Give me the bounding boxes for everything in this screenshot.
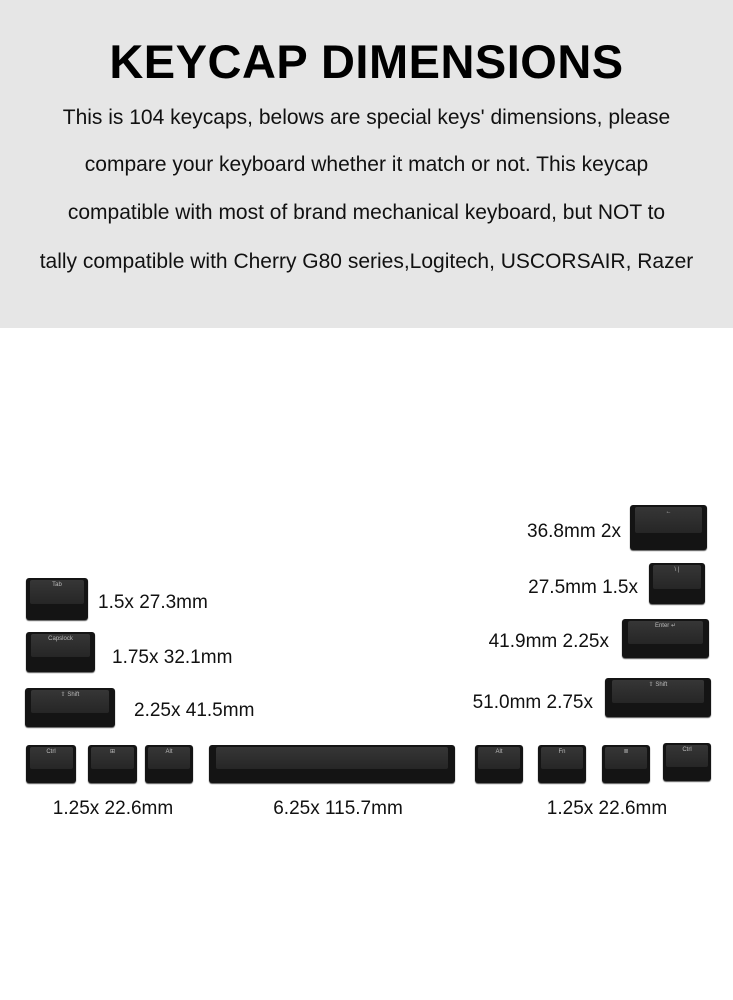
right-modifiers-dimension-label: 1.25x 22.6mm	[546, 798, 668, 819]
keycap-right-ctrl	[663, 743, 711, 781]
keycap-left-alt	[145, 745, 193, 783]
keycap-legend: Capslock	[31, 634, 90, 657]
keycap-legend: Alt	[478, 747, 519, 769]
keycap-legend: ⇧ Shift	[612, 680, 703, 703]
page-title: KEYCAP DIMENSIONS	[109, 35, 624, 88]
keycap-legend	[216, 747, 447, 769]
keycap-legend: ⊞	[91, 747, 133, 769]
left-modifiers-dimension-label: 1.25x 22.6mm	[52, 798, 174, 819]
keycap-left-shift	[25, 688, 115, 727]
keycap-legend: Tab	[30, 580, 83, 604]
keycap-legend: ⇧ Shift	[31, 690, 108, 713]
keycap-right-alt	[475, 745, 523, 783]
keycap-legend: Enter ↵	[628, 621, 703, 644]
tab-dimension-label: 1.5x 27.3mm	[98, 592, 208, 613]
keycap-legend: ≣	[605, 747, 646, 769]
left-shift-dimension-label: 2.25x 41.5mm	[134, 700, 255, 721]
keycap-legend: \ |	[653, 565, 701, 589]
keycap-space	[209, 745, 455, 783]
description-line: compare your keyboard whether it match or not. This keycap	[84, 153, 649, 176]
header-banner	[0, 0, 733, 328]
right-shift-dimension-label: 51.0mm 2.75x	[472, 692, 593, 713]
keycap-left-ctrl	[26, 745, 76, 783]
description-line: tally compatible with Cherry G80 series,Logitech, USCORSAIR, Razer	[39, 250, 694, 273]
keycap-win	[88, 745, 137, 783]
backspace-dimension-label: 36.8mm 2x	[527, 521, 621, 542]
capslock-dimension-label: 1.75x 32.1mm	[112, 647, 233, 668]
keycap-capslock	[26, 632, 95, 672]
keycap-fn	[538, 745, 586, 783]
keycap-legend: ←	[635, 507, 701, 533]
keycap-legend: Ctrl	[666, 745, 707, 767]
keycap-tab	[26, 578, 88, 620]
keycap-backspace	[630, 505, 707, 550]
description-line: compatible with most of brand mechanical keyboard, but NOT to	[67, 201, 666, 224]
keycap-menu	[602, 745, 650, 783]
keycap-legend: Fn	[541, 747, 582, 769]
keycap-backslash	[649, 563, 705, 604]
enter-dimension-label: 41.9mm 2.25x	[488, 631, 609, 652]
keycap-legend: Alt	[148, 747, 189, 769]
keycap-right-shift	[605, 678, 711, 717]
space-dimension-label: 6.25x 115.7mm	[273, 798, 403, 819]
keycap-legend: Ctrl	[30, 747, 73, 769]
backslash-dimension-label: 27.5mm 1.5x	[528, 577, 638, 598]
keycap-enter	[622, 619, 709, 658]
description-line: This is 104 keycaps, belows are special keys' dimensions, please	[62, 106, 671, 129]
